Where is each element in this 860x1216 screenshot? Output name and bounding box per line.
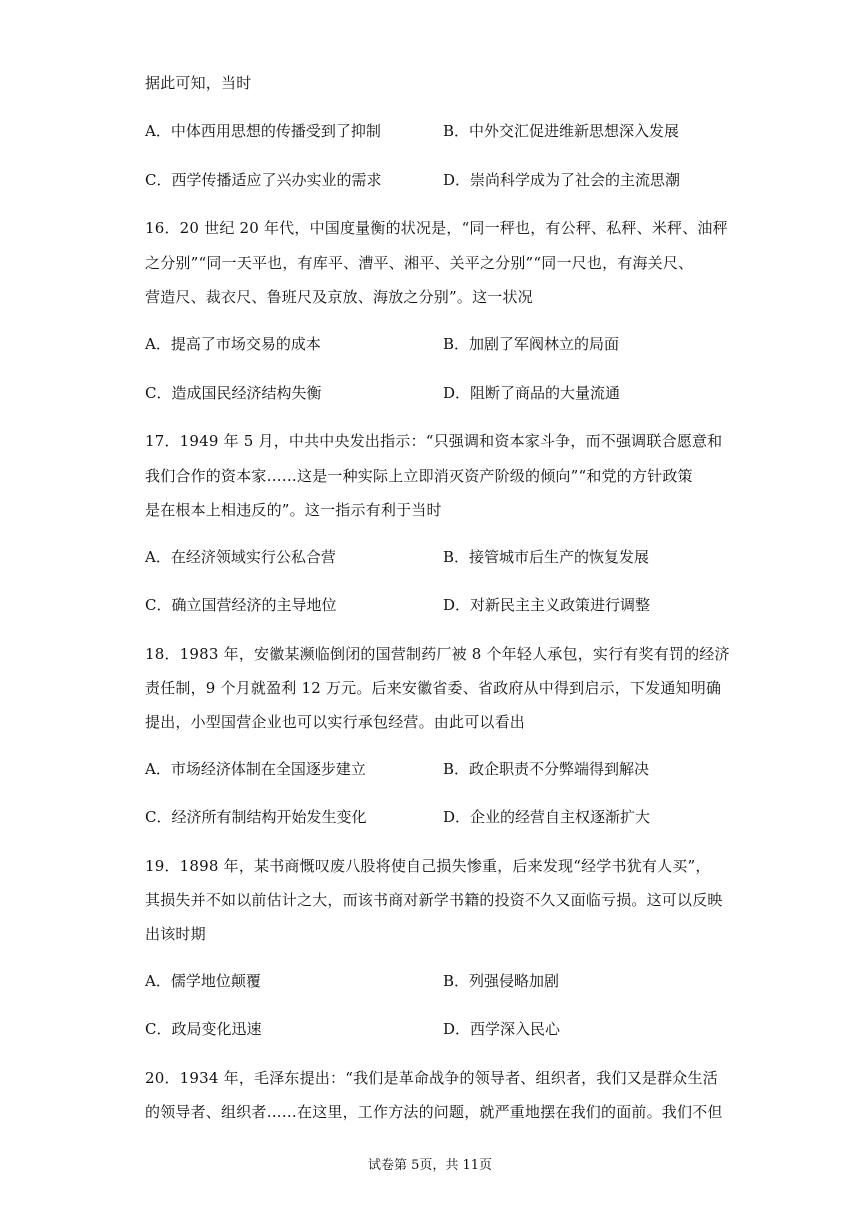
q16-option-a: A．提高了市场交易的成本 xyxy=(145,335,321,353)
q17-option-d: D．对新民主主义政策进行调整 xyxy=(443,596,651,614)
q18-option-b: B．政企职责不分弊端得到解决 xyxy=(443,760,650,778)
q18-stem-line-3: 提出，小型国营企业也可以实行承包经营。由此可以看出 xyxy=(145,713,526,731)
q17-stem-line-2: 我们合作的资本家……这是一种实际上立即消灭资产阶级的倾向”“和党的方针政策 xyxy=(145,467,693,485)
q17-option-b: B．接管城市后生产的恢复发展 xyxy=(443,548,650,566)
q15-option-a: A．中体西用思想的传播受到了抑制 xyxy=(145,122,381,140)
page-footer: 试卷第 5页，共 11页 xyxy=(367,1158,493,1173)
q16-stem-line-2: 之分别”“同一天平也，有库平、漕平、湘平、关平之分别”“同一尺也，有海关尺、 xyxy=(145,254,694,272)
q17-stem-line-1: 17．1949 年 5 月，中共中央发出指示：“只强调和资本家斗争，而不强调联合愿意和 xyxy=(145,432,723,450)
q17-stem-line-3: 是在根本上相违反的”。这一指示有利于当时 xyxy=(145,501,442,519)
q18-option-d: D．企业的经营自主权逐渐扩大 xyxy=(443,808,651,826)
q16-option-d: D．阻断了商品的大量流通 xyxy=(443,384,621,402)
q15-option-d: D．崇尚科学成为了社会的主流思潮 xyxy=(443,171,681,189)
q18-stem-line-2: 责任制，9 个月就盈利 12 万元。后来安徽省委、省政府从中得到启示，下发通知明确 xyxy=(145,679,722,697)
q17-option-a: A．在经济领域实行公私合营 xyxy=(145,548,336,566)
q16-stem-line-3: 营造尺、裁衣尺、鲁班尺及京放、海放之分别”。这一状况 xyxy=(145,288,533,306)
q19-option-c: C．政局变化迅速 xyxy=(145,1020,262,1038)
q16-stem-line-1: 16．20 世纪 20 年代，中国度量衡的状况是，“同一秤也，有公秤、私秤、米秤、油秤 xyxy=(145,219,728,237)
q15-option-c: C．西学传播适应了兴办实业的需求 xyxy=(145,171,382,189)
q19-option-d: D．西学深入民心 xyxy=(443,1020,561,1038)
q15-option-b: B．中外交汇促进维新思想深入发展 xyxy=(443,122,680,140)
q16-option-c: C．造成国民经济结构失衡 xyxy=(145,384,322,402)
q16-option-b: B．加剧了军阀林立的局面 xyxy=(443,335,620,353)
q15-stem-tail: 据此可知，当时 xyxy=(145,74,252,92)
q18-option-c: C．经济所有制结构开始发生变化 xyxy=(145,808,367,826)
q17-option-c: C．确立国营经济的主导地位 xyxy=(145,596,337,614)
q18-option-a: A．市场经济体制在全国逐步建立 xyxy=(145,760,366,778)
q19-option-a: A．儒学地位颠覆 xyxy=(145,972,261,990)
q19-stem-line-1: 19．1898 年，某书商慨叹废八股将使自己损失惨重，后来发现“经学书犹有人买”， xyxy=(145,857,711,875)
q19-stem-line-3: 出该时期 xyxy=(145,925,206,943)
q20-stem-line-2: 的领导者、组织者……在这里，工作方法的问题，就严重地摆在我们的面前。我们不但 xyxy=(145,1103,723,1121)
q19-stem-line-2: 其损失并不如以前估计之大，而该书商对新学书籍的投资不久又面临亏损。这可以反映 xyxy=(145,891,723,909)
q19-option-b: B．列强侵略加剧 xyxy=(443,972,560,990)
q18-stem-line-1: 18．1983 年，安徽某濒临倒闭的国营制药厂被 8 个年轻人承包，实行有奖有罚的经济 xyxy=(145,645,730,663)
q20-stem-line-1: 20．1934 年，毛泽东提出：“我们是革命战争的领导者、组织者，我们又是群众生活 xyxy=(145,1069,718,1087)
